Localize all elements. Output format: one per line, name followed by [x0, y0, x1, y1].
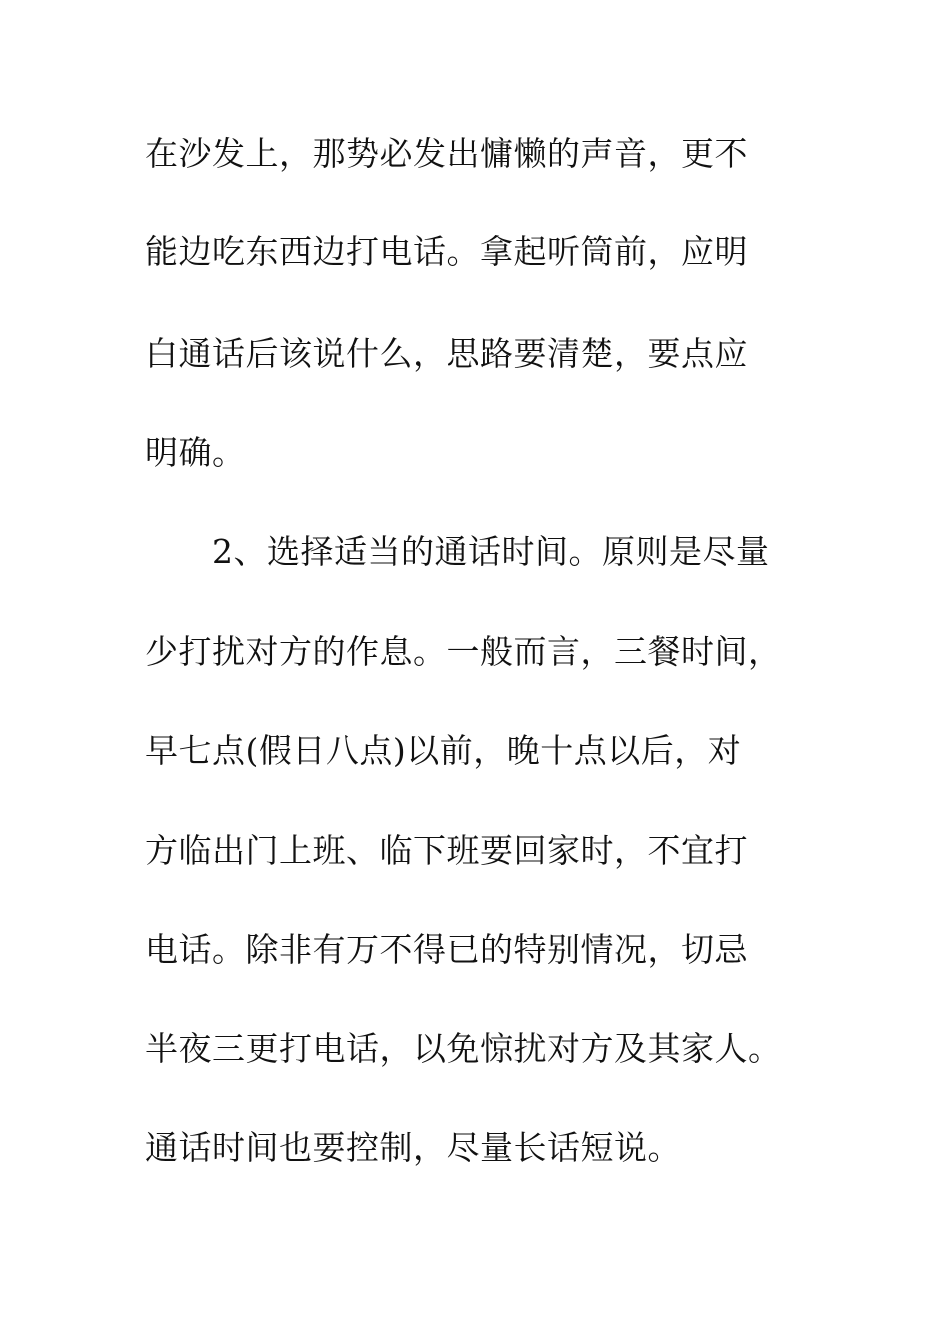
- text-line: 在沙发上，那势必发出慵懒的声音，更不: [145, 134, 748, 173]
- text-line: 早七点(假日八点)以前，晚十点以后，对: [145, 731, 742, 770]
- paragraph-start-line: 2、选择适当的通话时间。原则是尽量: [212, 532, 770, 571]
- text-line: 半夜三更打电话，以免惊扰对方及其家人。: [145, 1029, 782, 1068]
- text-line: 白通话后该说什么，思路要清楚，要点应: [145, 334, 748, 373]
- text-line: 通话时间也要控制，尽量长话短说。: [145, 1128, 681, 1167]
- text-line: 明确。: [145, 433, 246, 472]
- text-line: 少打扰对方的作息。一般而言，三餐时间，: [145, 632, 782, 671]
- text-line: 能边吃东西边打电话。拿起听筒前，应明: [145, 232, 748, 271]
- text-line: 方临出门上班、临下班要回家时，不宜打: [145, 831, 748, 870]
- text-line: 电话。除非有万不得已的特别情况，切忌: [145, 930, 748, 969]
